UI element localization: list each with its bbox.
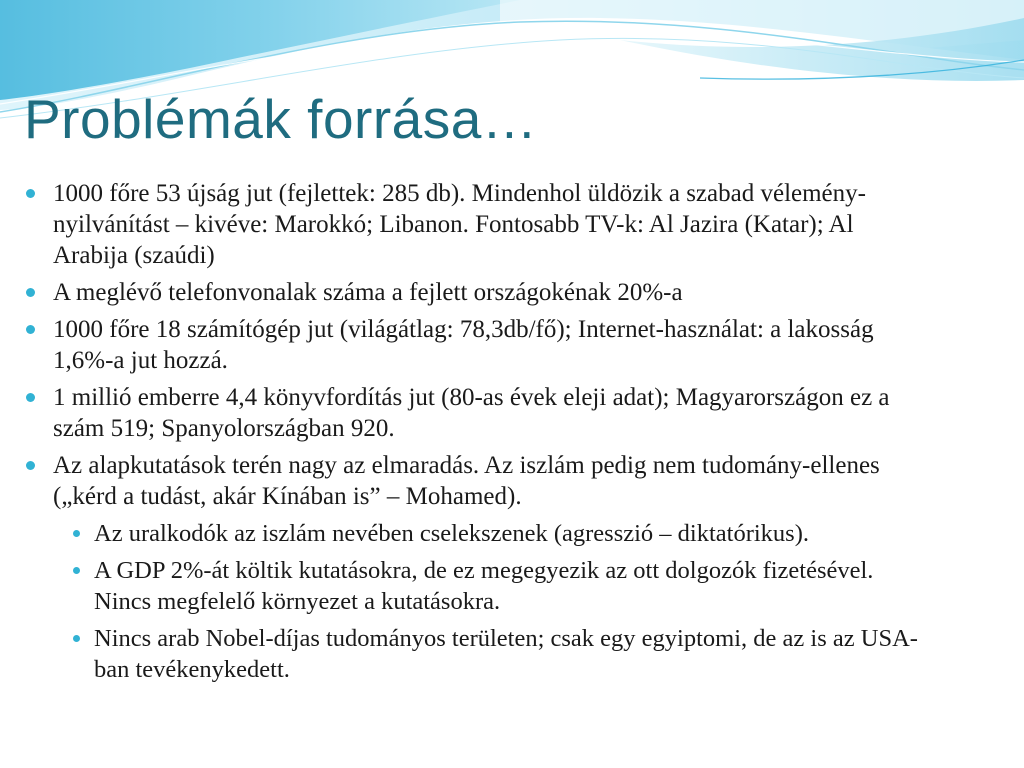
bullet-text: Az alapkutatások terén nagy az elmaradás. Az iszlám pedig nem tudomány-ellenes („kérd a tudást, akár Kínában is” – Mohamed).: [53, 452, 880, 510]
slide-content: [26, 178, 926, 691]
sub-bullet-item: [26, 623, 926, 685]
bullet-text: A meglévő telefonvonalak száma a fejlett országokénak 20%-a: [53, 279, 683, 306]
bullet-dot-icon: [26, 461, 35, 470]
sub-bullet-item: [26, 555, 926, 617]
sub-bullet-dot-icon: [73, 635, 80, 642]
bullet-list: [26, 178, 926, 512]
bullet-item: [26, 178, 926, 271]
sub-bullet-text: A GDP 2%-át költik kutatásokra, de ez megegyezik az ott dolgozók fizetésével. Nincs megfelelő környezet a kutatásokra.: [94, 557, 874, 615]
bullet-item: [26, 314, 926, 376]
bullet-dot-icon: [26, 288, 35, 297]
sub-bullet-list: [26, 518, 926, 685]
bullet-text: 1 millió emberre 4,4 könyvfordítás jut (80-as évek eleji adat); Magyarországon ez a szám 519; Spanyolországban 920.: [53, 384, 890, 442]
sub-bullet-text: Az uralkodók az iszlám nevében cselekszenek (agresszió – diktatórikus).: [94, 520, 809, 547]
slide-title: Problémák forrása…: [24, 88, 538, 150]
bullet-item: [26, 450, 926, 512]
sub-bullet-text: Nincs arab Nobel-díjas tudományos területen; csak egy egyiptomi, de az is az USA-ban tevékenykedett.: [94, 625, 918, 683]
bullet-item: [26, 277, 926, 308]
bullet-text: 1000 főre 53 újság jut (fejlettek: 285 db). Mindenhol üldözik a szabad vélemény-nyilvánítást – kivéve: Marokkó; Libanon. Fontosabb TV-k: Al Jazira (Katar); Al Arabija (szaúdi): [53, 180, 866, 269]
sub-bullet-item: [26, 518, 926, 549]
bullet-text: 1000 főre 18 számítógép jut (világátlag: 78,3db/fő); Internet-használat: a lakosság 1,6%-a jut hozzá.: [53, 316, 874, 374]
sub-bullet-dot-icon: [73, 530, 80, 537]
bullet-item: [26, 382, 926, 444]
bullet-dot-icon: [26, 189, 35, 198]
bullet-dot-icon: [26, 325, 35, 334]
sub-bullet-dot-icon: [73, 567, 80, 574]
bullet-dot-icon: [26, 393, 35, 402]
